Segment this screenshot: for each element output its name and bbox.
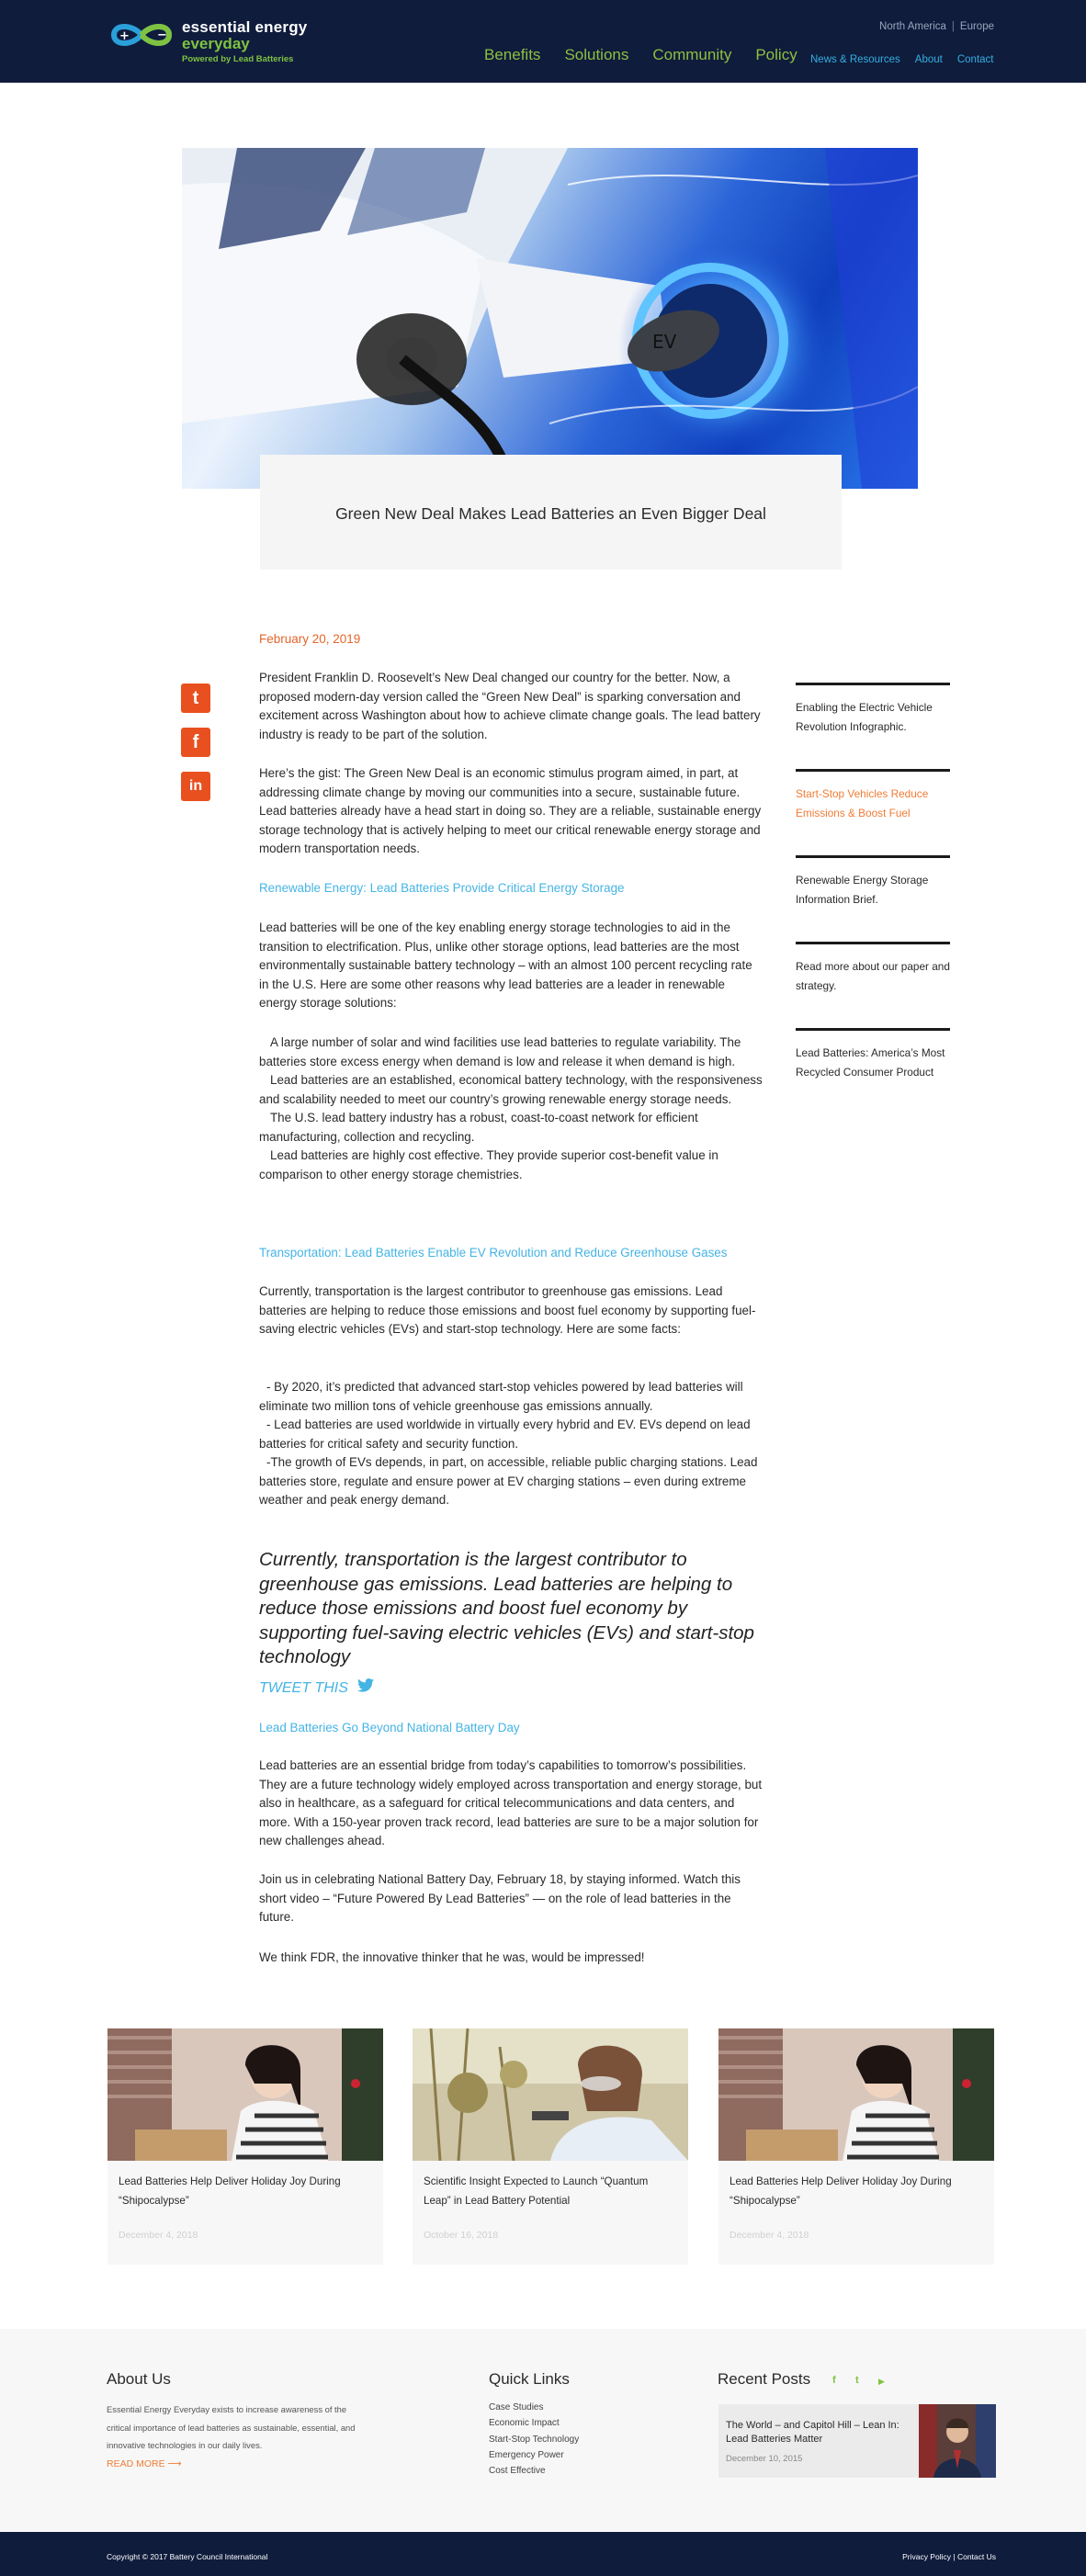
article-paragraph: Here’s the gist: The Green New Deal is an economic stimulus program aimed, in part, at addressing climate change by moving our communities into a secure, sustainable future. Lead batteries already have a head start in doing so. They are a reliable, sustainable energy storage technology that is actively helping to meet our critical renewable energy storage and modern transportation needs. [259, 766, 762, 855]
article-paragraph: We think FDR, the innovative thinker that he was, would be impressed! [259, 1950, 645, 1964]
section-heading-battery-day[interactable]: Lead Batteries Go Beyond National Battery Day [259, 1721, 520, 1734]
site-logo[interactable] [107, 17, 327, 68]
logo-tagline: Powered by Lead Batteries [182, 54, 294, 64]
nav-news-resources[interactable]: News & Resources [810, 54, 900, 65]
nav-solutions[interactable]: Solutions [564, 46, 629, 63]
facebook-icon: f [192, 732, 199, 752]
region-europe[interactable]: Europe [959, 21, 994, 32]
footer-about-text: Essential Energy Everyday exists to increase awareness of the critical importance of lead batteries as sustainable, essential, and innovative technologies in our daily lives. [107, 2404, 356, 2450]
related-post-card[interactable] [107, 2028, 383, 2265]
sidebar-link-storage-brief[interactable]: Renewable Energy Storage Information Brief. [796, 855, 950, 910]
sidebar-link-recycled-product[interactable]: Lead Batteries: America’s Most Recycled Consumer Product [796, 1028, 950, 1082]
related-post-title: Scientific Insight Expected to Launch “Quantum Leap” in Lead Battery Potential [424, 2175, 649, 2207]
tweet-this-label: TWEET THIS [259, 1680, 348, 1696]
footer-twitter-icon[interactable]: t [855, 2375, 859, 2386]
main-nav [484, 46, 821, 64]
list-item: - Lead batteries are used worldwide in virtually every hybrid and EV. EVs depend on lead batteries for critical safety and security function. [259, 1418, 751, 1451]
related-post-card[interactable] [413, 2028, 688, 2265]
nav-community[interactable]: Community [652, 46, 732, 63]
footer-about-heading: About Us [107, 2370, 171, 2388]
list-item: A large number of solar and wind facilities use lead batteries to regulate variability. The batteries store excess energy when demand is low and release it when demand is high. [259, 1035, 741, 1068]
ev-plug-label: EV [652, 331, 677, 353]
pull-quote: Currently, transportation is the largest contributor to greenhouse gas emissions. Lead batteries are helping to reduce those emissions and boost fuel economy by supporting fuel-saving electric vehicles (EVs) and start-stop technology [259, 1549, 754, 1667]
related-post-card[interactable] [718, 2028, 994, 2265]
related-post-date: December 4, 2018 [119, 2230, 198, 2241]
quick-link-emergency-power[interactable]: Emergency Power [489, 2449, 564, 2460]
footer-read-more-link[interactable]: READ MORE ⟶ [107, 2458, 182, 2469]
footer-recent-posts-heading: Recent Posts [718, 2370, 811, 2388]
legal-separator: | [953, 2552, 956, 2561]
related-post-image [718, 2028, 994, 2161]
list-item: - By 2020, it’s predicted that advanced start-stop vehicles powered by lead batteries will eliminate two million tons of vehicle greenhouse gas emissions annually. [259, 1380, 743, 1413]
nav-about[interactable]: About [914, 54, 943, 65]
share-linkedin-button[interactable] [181, 772, 210, 801]
footer-bottom-bar [0, 2532, 1086, 2576]
hero-image [182, 148, 918, 489]
footer-facebook-icon[interactable]: f [832, 2375, 836, 2386]
list-item: -The growth of EVs depends, in part, on accessible, reliable public charging stations. Lead batteries store, regulate and ensure power at EV charging stations – even during extreme weather and peak energy demand. [259, 1455, 758, 1507]
share-facebook-button[interactable] [181, 728, 210, 757]
article-date: February 20, 2019 [259, 632, 361, 646]
privacy-policy-link[interactable]: Privacy Policy [902, 2552, 951, 2561]
region-switcher [879, 21, 994, 32]
related-post-image [413, 2028, 688, 2161]
logo-subname: everyday [182, 35, 250, 52]
region-north-america[interactable]: North America [879, 21, 946, 32]
footer-youtube-icon[interactable]: ▶ [878, 2377, 885, 2386]
region-separator: | [951, 21, 955, 32]
site-header [0, 0, 1086, 83]
logo-name: essential energy [182, 18, 308, 36]
related-post-date: October 16, 2018 [424, 2230, 499, 2241]
svg-text:−: − [157, 28, 167, 42]
nav-benefits[interactable]: Benefits [484, 46, 541, 63]
tumblr-icon: t [192, 688, 199, 708]
section-heading-renewable[interactable]: Renewable Energy: Lead Batteries Provide Critical Energy Storage [259, 881, 625, 895]
contact-us-link[interactable]: Contact Us [956, 2552, 996, 2561]
related-post-image [107, 2028, 383, 2161]
tweet-this-link[interactable] [259, 1678, 374, 1697]
article-paragraph: Currently, transportation is the largest contributor to greenhouse gas emissions. Lead batteries are helping to reduce those emissions and boost fuel economy by supporting fuel-saving electric vehicles (EVs) and start-stop technology. Here are some facts: [259, 1284, 756, 1336]
svg-text:+: + [119, 29, 130, 43]
article-paragraph: Join us in celebrating National Battery Day, February 18, by staying informed. Watch this short video – “Future Powered By Lead Batteries” — on the role of lead batteries in the future. [259, 1872, 741, 1924]
renewable-list [259, 1034, 764, 1184]
nav-contact[interactable]: Contact [956, 54, 994, 65]
recent-post-thumbnail [919, 2404, 996, 2478]
list-item: Lead batteries are an established, economical battery technology, with the responsiveness and scalability needed to meet our country’s growing renewable energy storage needs. [259, 1073, 763, 1106]
footer-quick-links [489, 2400, 579, 2479]
recent-post-title: The World – and Capitol Hill – Lean In: Lead Batteries Matter [726, 2420, 899, 2445]
article-title-card [260, 455, 842, 570]
quick-link-case-studies[interactable]: Case Studies [489, 2402, 544, 2412]
related-post-title: Lead Batteries Help Deliver Holiday Joy During “Shipocalypse” [730, 2175, 952, 2207]
article-paragraph: President Franklin D. Roosevelt’s New Deal changed our country for the better. Now, a proposed modern-day version called the “Green New Deal” is sparking conversation and excitement across Washington about how to achieve climate change goals. The lead battery industry is ready to be part of the solution. [259, 671, 761, 741]
sidebar-link-paper-strategy[interactable]: Read more about our paper and strategy. [796, 942, 950, 996]
quick-link-economic-impact[interactable]: Economic Impact [489, 2418, 560, 2429]
share-tumblr-button[interactable] [181, 684, 210, 713]
section-heading-transportation[interactable]: Transportation: Lead Batteries Enable EV Revolution and Reduce Greenhouse Gases [259, 1246, 728, 1260]
copyright-text: Copyright © 2017 Battery Council International [107, 2552, 268, 2561]
twitter-icon [357, 1678, 374, 1692]
nav-policy[interactable]: Policy [755, 46, 798, 63]
article-title: Green New Deal Makes Lead Batteries an Even Bigger Deal [335, 504, 766, 523]
quick-link-cost-effective[interactable]: Cost Effective [489, 2466, 546, 2477]
recent-post-date: December 10, 2015 [726, 2454, 803, 2464]
transportation-list [259, 1378, 764, 1510]
secondary-nav [810, 51, 1009, 67]
linkedin-icon: in [188, 778, 203, 794]
sidebar-link-ev-infographic[interactable]: Enabling the Electric Vehicle Revolution Infographic. [796, 683, 950, 737]
list-item: The U.S. lead battery industry has a robust, coast-to-coast network for efficient manufacturing, collection and recycling. [259, 1111, 698, 1144]
infinity-logo-icon [107, 17, 178, 53]
recent-post-item[interactable] [718, 2404, 996, 2478]
quick-link-start-stop[interactable]: Start-Stop Technology [489, 2434, 580, 2445]
list-item: Lead batteries are highly cost effective. They provide superior cost-benefit value in comparison to other energy storage chemistries. [259, 1148, 718, 1181]
sidebar-link-start-stop[interactable]: Start-Stop Vehicles Reduce Emissions & Boost Fuel [796, 769, 950, 823]
footer-quick-links-heading: Quick Links [489, 2370, 570, 2388]
article-paragraph: Lead batteries will be one of the key enabling energy storage technologies to aid in the transition to electrification. Plus, unlike other storage options, lead batteries are the most environmentally sustainable battery technology – with an almost 100 percent recycling rate in the U.S. Here are some other reasons why lead batteries are a leader in renewable energy storage solutions: [259, 921, 752, 1010]
legal-links [902, 2552, 996, 2561]
related-post-date: December 4, 2018 [730, 2230, 809, 2241]
article-paragraph: Lead batteries are an essential bridge from today’s capabilities to tomorrow’s possibilities. They are a future technology widely employed across transportation and energy storage, but also in healthcare, as a safeguard for critical telecommunications and data centers, and more. With a 150-year proven track record, lead batteries are sure to be a major solution for new challenges ahead. [259, 1758, 763, 1847]
related-post-title: Lead Batteries Help Deliver Holiday Joy During “Shipocalypse” [119, 2175, 341, 2207]
